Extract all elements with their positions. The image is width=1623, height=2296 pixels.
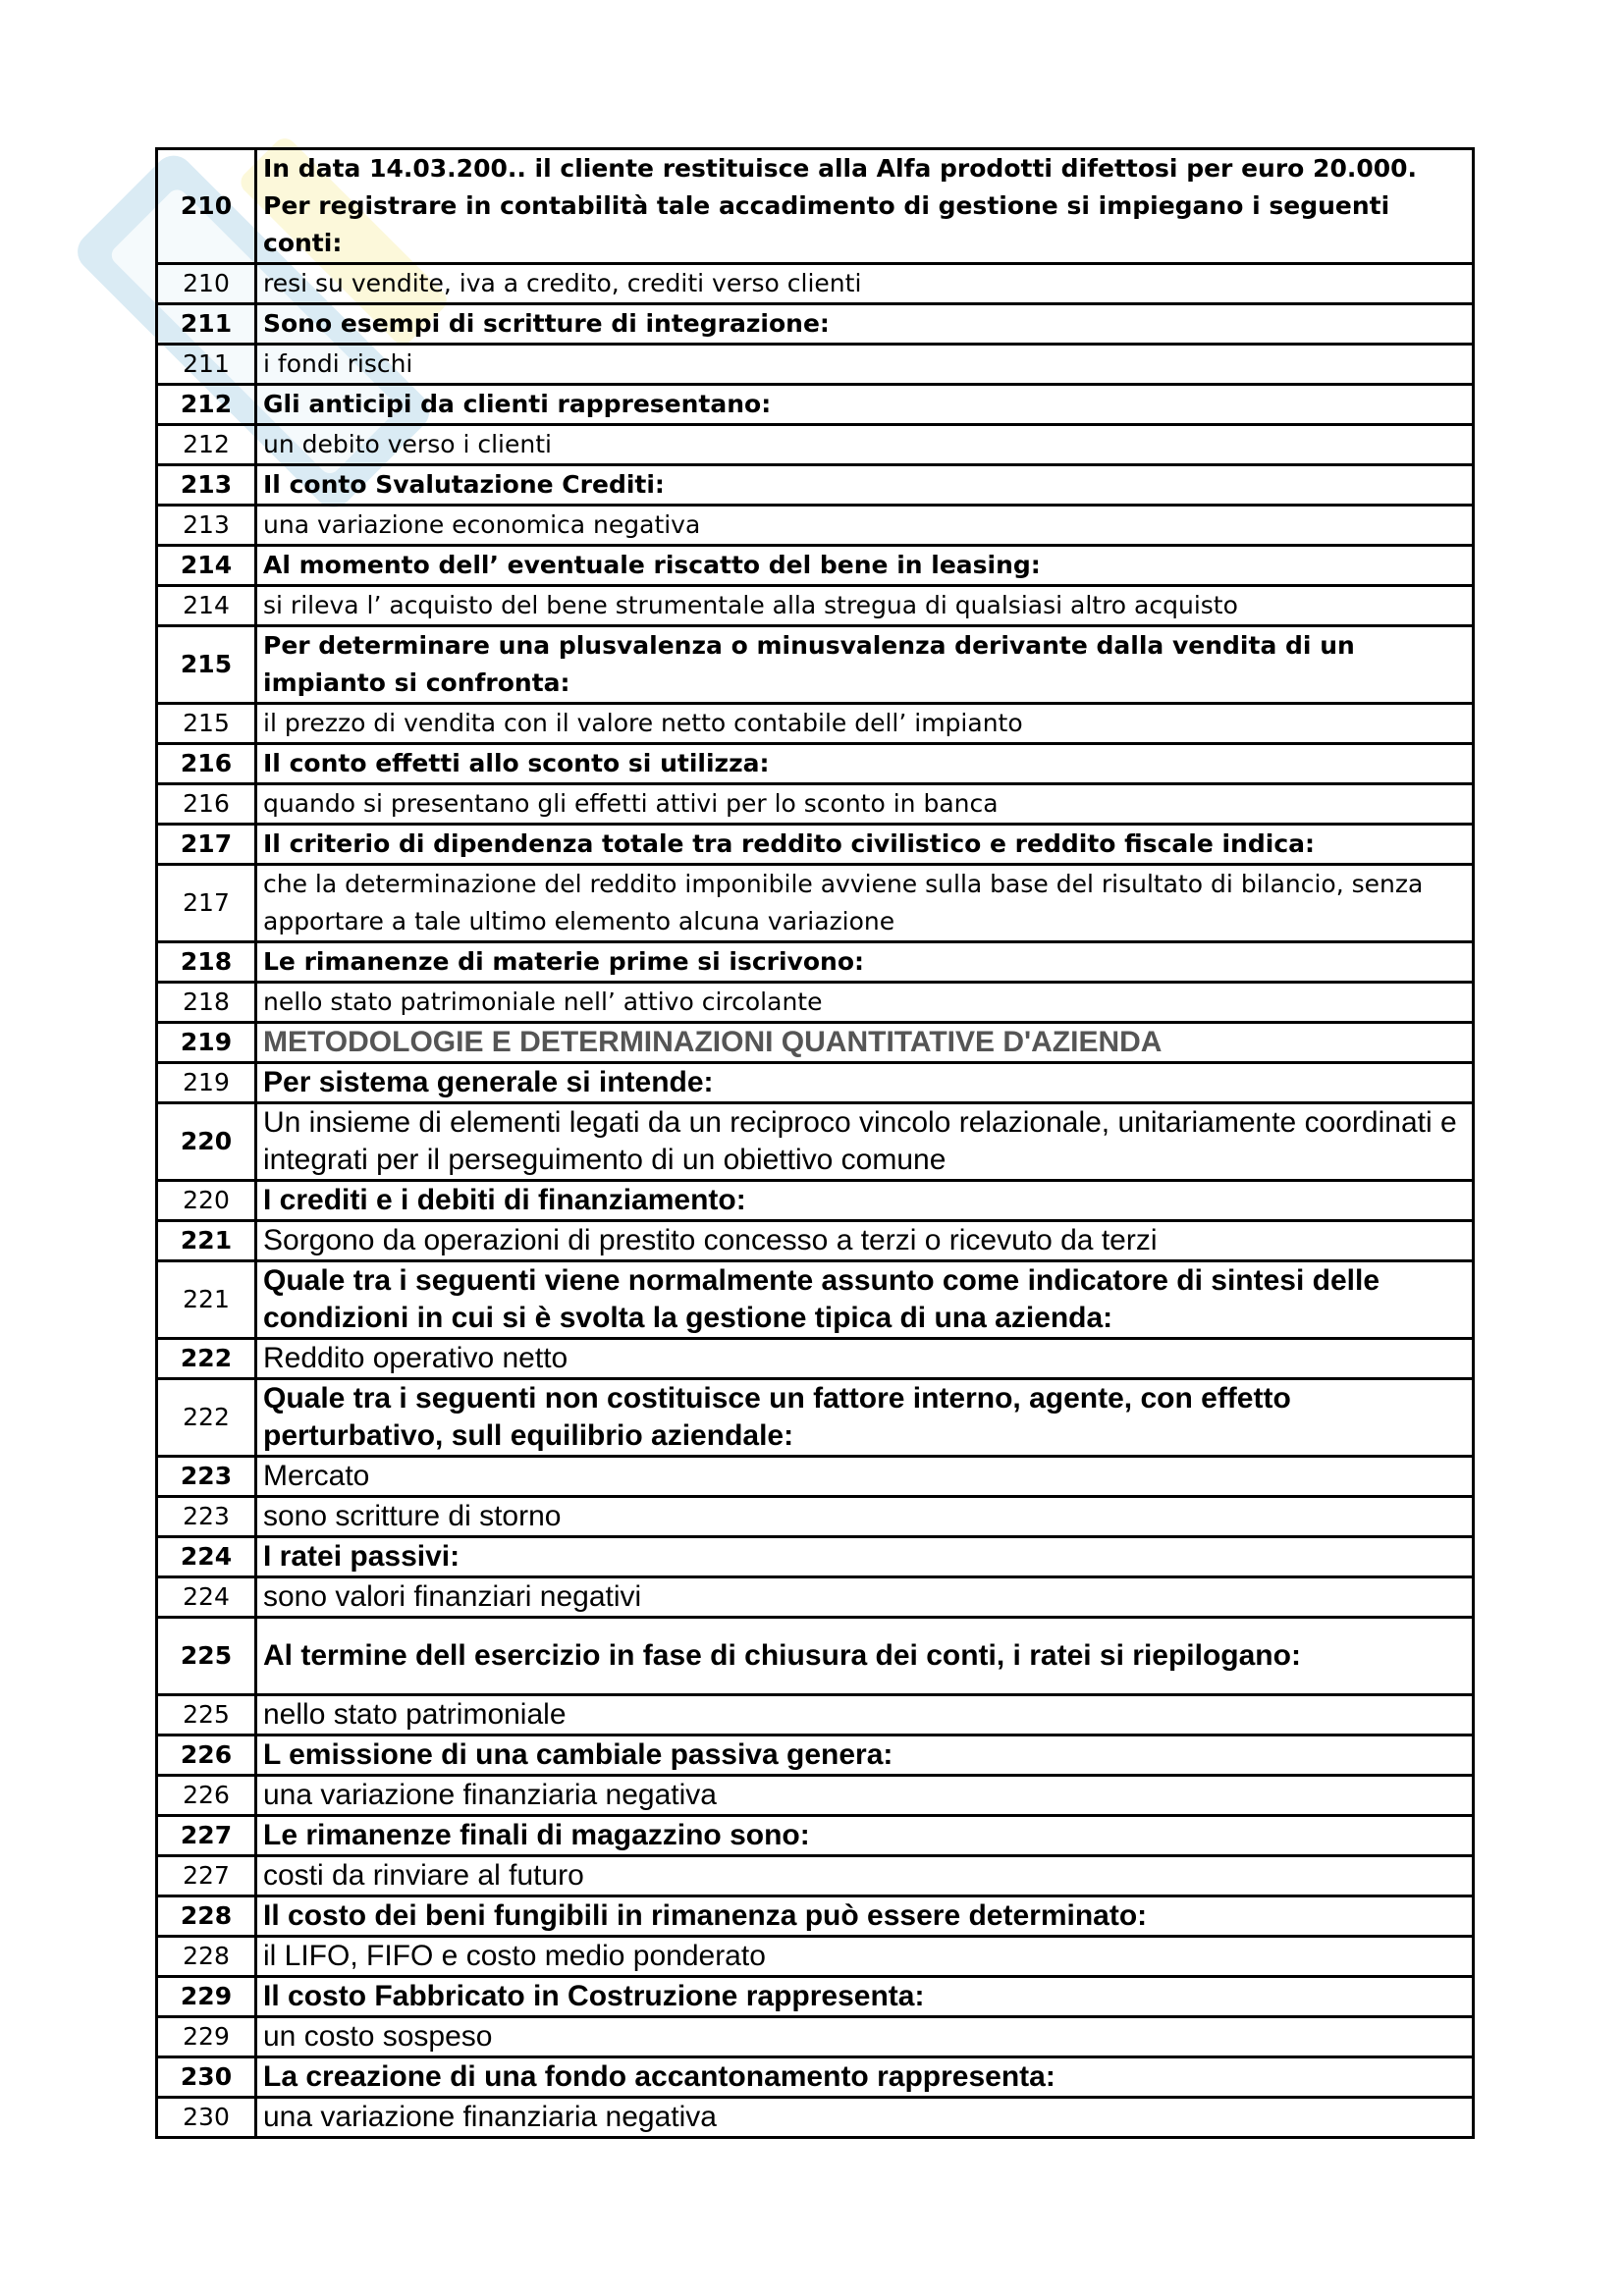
- question-text: In data 14.03.200.. il cliente restituisce alla Alfa prodotti difettosi per euro 20.000. Per registrare in contabilità tale accadimento di gestione si impiegano i seguenti conti:: [256, 149, 1474, 264]
- table-row: [157, 345, 1474, 385]
- question-text: Il costo Fabbricato in Costruzione rappresenta:: [256, 1977, 1474, 2017]
- question-text: Il conto Svalutazione Crediti:: [256, 465, 1474, 506]
- row-number: 210: [157, 264, 256, 304]
- table-row: [157, 704, 1474, 744]
- answer-text: un debito verso i clienti: [256, 425, 1474, 465]
- row-number: 230: [157, 2057, 256, 2098]
- table-row: [157, 2057, 1474, 2098]
- row-number: 228: [157, 1937, 256, 1977]
- row-number: 212: [157, 385, 256, 425]
- row-number: 219: [157, 1023, 256, 1063]
- table-row: [157, 425, 1474, 465]
- row-number: 226: [157, 1735, 256, 1776]
- answer-text: il prezzo di vendita con il valore netto contabile dell’ impianto: [256, 704, 1474, 744]
- answer-text: un costo sospeso: [256, 2017, 1474, 2057]
- table-row: [157, 1063, 1474, 1103]
- answer-text: Reddito operativo netto: [256, 1339, 1474, 1379]
- row-number: 226: [157, 1776, 256, 1816]
- table-row: [157, 149, 1474, 264]
- table-row: [157, 546, 1474, 586]
- table-row: [157, 1103, 1474, 1181]
- answer-text: quando si presentano gli effetti attivi per lo sconto in banca: [256, 784, 1474, 825]
- question-text: Le rimanenze di materie prime si iscrivono:: [256, 942, 1474, 983]
- table-row: [157, 1537, 1474, 1577]
- row-number: 227: [157, 1856, 256, 1896]
- question-text: Quale tra i seguenti non costituisce un fattore interno, agente, con effetto perturbativo, sull equilibrio aziendale:: [256, 1379, 1474, 1457]
- row-number: 225: [157, 1695, 256, 1735]
- table-row: [157, 304, 1474, 345]
- answer-text: sono scritture di storno: [256, 1497, 1474, 1537]
- question-text: Il costo dei beni fungibili in rimanenza può essere determinato:: [256, 1896, 1474, 1937]
- answer-text: Sorgono da operazioni di prestito concesso a terzi o ricevuto da terzi: [256, 1221, 1474, 1261]
- table-row: [157, 1023, 1474, 1063]
- question-text: I ratei passivi:: [256, 1537, 1474, 1577]
- row-number: 230: [157, 2098, 256, 2138]
- table-row: [157, 1977, 1474, 2017]
- row-number: 221: [157, 1261, 256, 1339]
- row-number: 223: [157, 1497, 256, 1537]
- answer-text: nello stato patrimoniale nell’ attivo circolante: [256, 983, 1474, 1023]
- question-text: La creazione di una fondo accantonamento rappresenta:: [256, 2057, 1474, 2098]
- row-number: 221: [157, 1221, 256, 1261]
- row-number: 215: [157, 704, 256, 744]
- question-text: Il conto effetti allo sconto si utilizza:: [256, 744, 1474, 784]
- answer-text: una variazione finanziaria negativa: [256, 1776, 1474, 1816]
- table-row: [157, 865, 1474, 942]
- table-row: [157, 1816, 1474, 1856]
- row-number: 220: [157, 1103, 256, 1181]
- table-row: [157, 744, 1474, 784]
- row-number: 211: [157, 304, 256, 345]
- question-text: Per determinare una plusvalenza o minusvalenza derivante dalla vendita di un impianto si confronta:: [256, 626, 1474, 704]
- table-row: [157, 465, 1474, 506]
- table-row: [157, 626, 1474, 704]
- row-number: 212: [157, 425, 256, 465]
- row-number: 211: [157, 345, 256, 385]
- row-number: 217: [157, 865, 256, 942]
- questions-table: [155, 147, 1475, 2139]
- answer-text: una variazione economica negativa: [256, 506, 1474, 546]
- table-row: [157, 1896, 1474, 1937]
- row-number: 217: [157, 825, 256, 865]
- row-number: 225: [157, 1618, 256, 1695]
- row-number: 219: [157, 1063, 256, 1103]
- row-number: 210: [157, 149, 256, 264]
- question-text: Quale tra i seguenti viene normalmente assunto come indicatore di sintesi delle condizioni in cui si è svolta la gestione tipica di una azienda:: [256, 1261, 1474, 1339]
- question-text: I crediti e i debiti di finanziamento:: [256, 1181, 1474, 1221]
- answer-text: il LIFO, FIFO e costo medio ponderato: [256, 1937, 1474, 1977]
- question-text: Sono esempi di scritture di integrazione:: [256, 304, 1474, 345]
- row-number: 216: [157, 784, 256, 825]
- table-row: [157, 784, 1474, 825]
- table-row: [157, 1776, 1474, 1816]
- answer-text: sono valori finanziari negativi: [256, 1577, 1474, 1618]
- table-row: [157, 506, 1474, 546]
- question-text: Il criterio di dipendenza totale tra reddito civilistico e reddito fiscale indica:: [256, 825, 1474, 865]
- answer-text: si rileva l’ acquisto del bene strumentale alla stregua di qualsiasi altro acquisto: [256, 586, 1474, 626]
- row-number: 213: [157, 506, 256, 546]
- table-row: [157, 264, 1474, 304]
- row-number: 214: [157, 586, 256, 626]
- answer-text: una variazione finanziaria negativa: [256, 2098, 1474, 2138]
- table-row: [157, 1937, 1474, 1977]
- table-row: [157, 385, 1474, 425]
- question-text: L emissione di una cambiale passiva genera:: [256, 1735, 1474, 1776]
- table-row: [157, 1618, 1474, 1695]
- table-row: [157, 1497, 1474, 1537]
- answer-text: nello stato patrimoniale: [256, 1695, 1474, 1735]
- row-number: 216: [157, 744, 256, 784]
- row-number: 229: [157, 2017, 256, 2057]
- row-number: 218: [157, 983, 256, 1023]
- row-number: 227: [157, 1816, 256, 1856]
- question-text: Per sistema generale si intende:: [256, 1063, 1474, 1103]
- table-row: [157, 1339, 1474, 1379]
- table-row: [157, 1181, 1474, 1221]
- answer-text: che la determinazione del reddito imponibile avviene sulla base del risultato di bilancio, senza apportare a tale ultimo elemento alcuna variazione: [256, 865, 1474, 942]
- row-number: 218: [157, 942, 256, 983]
- table-row: [157, 983, 1474, 1023]
- table-row: [157, 1577, 1474, 1618]
- row-number: 222: [157, 1379, 256, 1457]
- row-number: 222: [157, 1339, 256, 1379]
- question-text: Gli anticipi da clienti rappresentano:: [256, 385, 1474, 425]
- row-number: 228: [157, 1896, 256, 1937]
- answer-text: Un insieme di elementi legati da un reciproco vincolo relazionale, unitariamente coordinati e integrati per il perseguimento di un obiettivo comune: [256, 1103, 1474, 1181]
- table-row: [157, 1457, 1474, 1497]
- row-number: 224: [157, 1577, 256, 1618]
- table-row: [157, 942, 1474, 983]
- table-row: [157, 1695, 1474, 1735]
- row-number: 214: [157, 546, 256, 586]
- answer-text: costi da rinviare al futuro: [256, 1856, 1474, 1896]
- table-row: [157, 2017, 1474, 2057]
- table-row: [157, 1379, 1474, 1457]
- table-row: [157, 1856, 1474, 1896]
- section-heading: METODOLOGIE E DETERMINAZIONI QUANTITATIVE D'AZIENDA: [256, 1023, 1474, 1063]
- table-row: [157, 825, 1474, 865]
- table-row: [157, 1261, 1474, 1339]
- row-number: 223: [157, 1457, 256, 1497]
- question-text: Le rimanenze finali di magazzino sono:: [256, 1816, 1474, 1856]
- answer-text: i fondi rischi: [256, 345, 1474, 385]
- table-row: [157, 586, 1474, 626]
- row-number: 224: [157, 1537, 256, 1577]
- question-text: Al termine dell esercizio in fase di chiusura dei conti, i ratei si riepilogano:: [256, 1618, 1474, 1695]
- row-number: 215: [157, 626, 256, 704]
- answer-text: resi su vendite, iva a credito, crediti verso clienti: [256, 264, 1474, 304]
- row-number: 229: [157, 1977, 256, 2017]
- table-row: [157, 1735, 1474, 1776]
- row-number: 220: [157, 1181, 256, 1221]
- table-row: [157, 1221, 1474, 1261]
- table-row: [157, 2098, 1474, 2138]
- row-number: 213: [157, 465, 256, 506]
- answer-text: Mercato: [256, 1457, 1474, 1497]
- question-text: Al momento dell’ eventuale riscatto del bene in leasing:: [256, 546, 1474, 586]
